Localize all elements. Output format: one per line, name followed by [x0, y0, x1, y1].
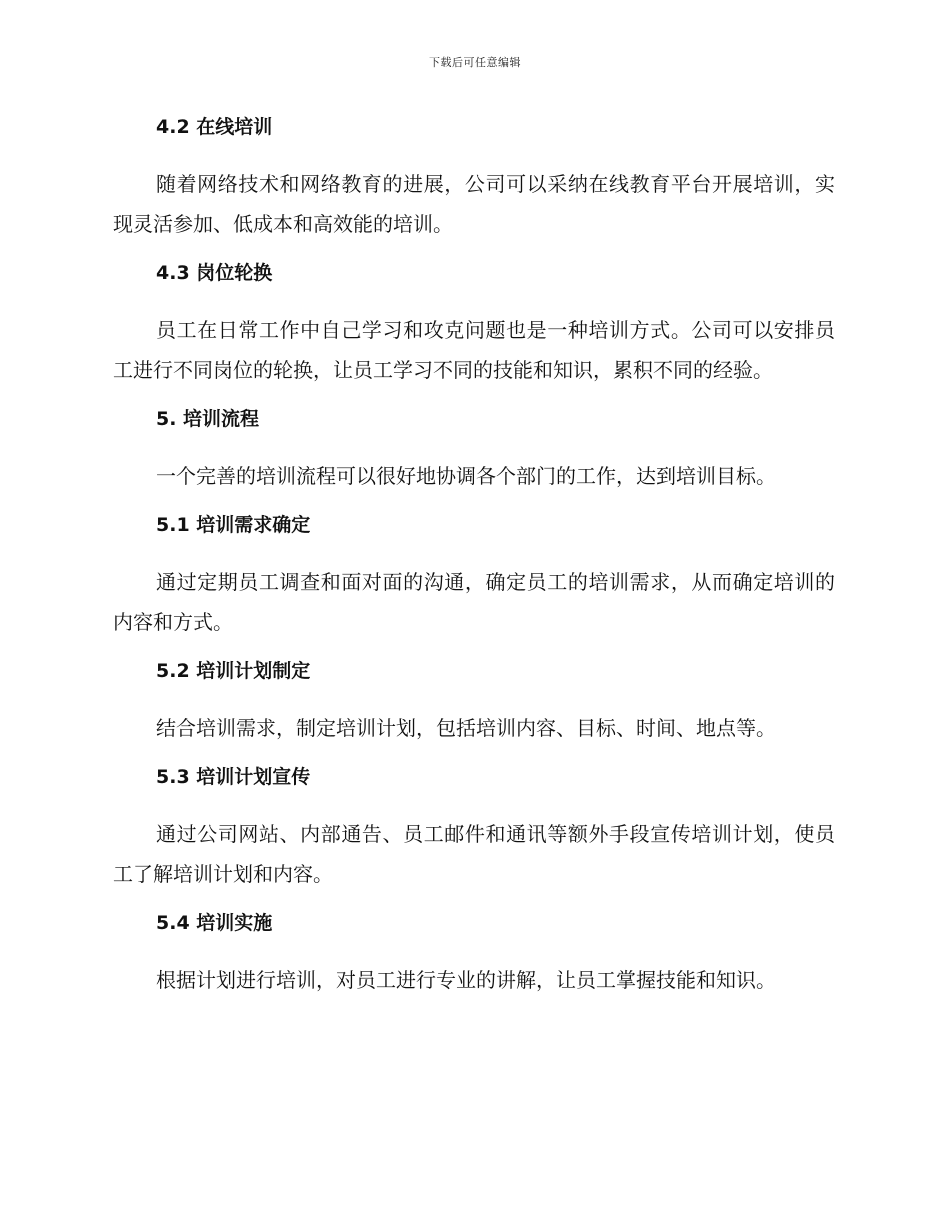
- page-header: 下载后可任意编辑: [429, 56, 521, 69]
- paragraph-online-training: 随着网络技术和网络教育的进展，公司可以采纳在线教育平台开展培训，实现灵活参加、低成本和高效能的培训。: [113, 172, 835, 236]
- section-heading-4-3: 4.3 岗位轮换: [156, 262, 273, 284]
- section-heading-5-4: 5.4 培训实施: [156, 912, 273, 934]
- document-body: [113, 112, 835, 1014]
- section-heading-5: 5. 培训流程: [156, 408, 260, 430]
- section-heading-5-2: 5.2 培训计划制定: [156, 660, 311, 682]
- section-heading-5-3: 5.3 培训计划宣传: [156, 766, 311, 788]
- section-heading-4-2: 4.2 在线培训: [156, 116, 273, 138]
- paragraph-plan-formulation: 结合培训需求，制定培训计划，包括培训内容、目标、时间、地点等。: [156, 716, 776, 740]
- paragraph-job-rotation: 员工在日常工作中自己学习和攻克问题也是一种培训方式。公司可以安排员工进行不同岗位的轮换，让员工学习不同的技能和知识，累积不同的经验。: [113, 318, 835, 382]
- paragraph-training-process: 一个完善的培训流程可以很好地协调各个部门的工作，达到培训目标。: [156, 464, 776, 488]
- paragraph-plan-publicity: 通过公司网站、内部通告、员工邮件和通讯等额外手段宣传培训计划，使员工了解培训计划和内容。: [113, 822, 835, 886]
- paragraph-needs-assessment: 通过定期员工调查和面对面的沟通，确定员工的培训需求，从而确定培训的内容和方式。: [113, 570, 835, 634]
- section-heading-5-1: 5.1 培训需求确定: [156, 514, 311, 536]
- paragraph-implementation: 根据计划进行培训，对员工进行专业的讲解，让员工掌握技能和知识。: [156, 968, 776, 992]
